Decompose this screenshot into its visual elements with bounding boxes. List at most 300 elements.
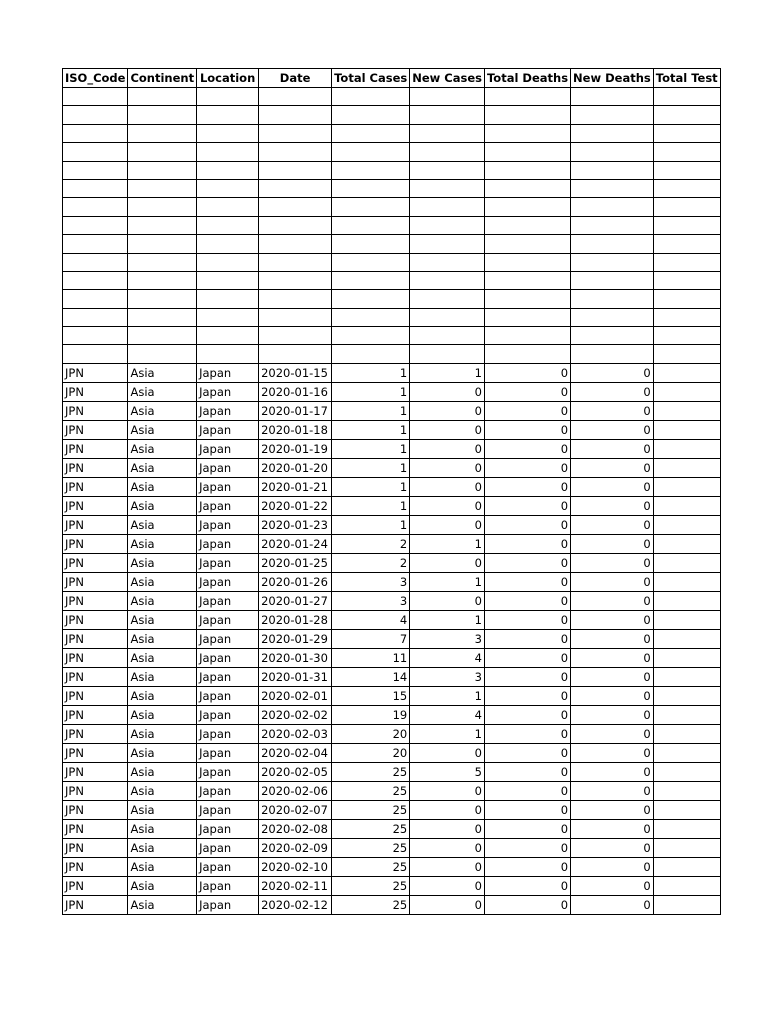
table-row — [63, 686, 721, 705]
table-cell — [571, 290, 654, 308]
table-cell — [410, 327, 485, 345]
table-cell — [653, 327, 720, 345]
table-cell-total-deaths: 0 — [484, 420, 570, 439]
table-cell-total-test — [653, 762, 720, 781]
table-cell-new-cases: 0 — [410, 838, 485, 857]
table-cell-iso-code: JPN — [63, 477, 128, 496]
table-row — [63, 819, 721, 838]
table-cell-total-deaths: 0 — [484, 686, 570, 705]
table-cell-location: Japan — [197, 762, 259, 781]
table-cell-total-test — [653, 515, 720, 534]
table-cell-new-cases: 1 — [410, 534, 485, 553]
table-cell-location: Japan — [197, 895, 259, 914]
table-cell-new-deaths: 0 — [571, 743, 654, 762]
table-cell — [128, 216, 197, 234]
table-cell-continent: Asia — [128, 629, 197, 648]
table-cell-date: 2020-01-17 — [259, 401, 332, 420]
table-cell-total-deaths: 0 — [484, 610, 570, 629]
table-cell-date: 2020-02-08 — [259, 819, 332, 838]
table-cell-iso-code: JPN — [63, 705, 128, 724]
table-cell — [259, 106, 332, 124]
table-cell — [571, 308, 654, 326]
table-cell-total-test — [653, 743, 720, 762]
table-row — [63, 876, 721, 895]
data-table — [62, 68, 721, 915]
table-row — [63, 705, 721, 724]
table-cell — [128, 308, 197, 326]
table-cell — [332, 216, 410, 234]
table-cell-new-cases: 0 — [410, 895, 485, 914]
table-cell-total-deaths: 0 — [484, 876, 570, 895]
table-cell — [259, 345, 332, 363]
table-cell-total-test — [653, 610, 720, 629]
table-cell-total-deaths: 0 — [484, 800, 570, 819]
table-cell-date: 2020-01-19 — [259, 439, 332, 458]
table-cell — [571, 271, 654, 289]
table-cell-total-cases: 25 — [332, 857, 410, 876]
table-cell-location: Japan — [197, 458, 259, 477]
table-cell-location: Japan — [197, 420, 259, 439]
table-cell-location: Japan — [197, 515, 259, 534]
table-cell-continent: Asia — [128, 382, 197, 401]
table-cell — [332, 327, 410, 345]
table-cell — [653, 88, 720, 106]
table-cell-total-deaths: 0 — [484, 515, 570, 534]
table-cell — [571, 327, 654, 345]
table-row — [63, 534, 721, 553]
table-cell-iso-code: JPN — [63, 572, 128, 591]
table-row — [63, 895, 721, 914]
table-cell — [332, 198, 410, 216]
table-cell — [484, 216, 570, 234]
table-cell-new-cases: 0 — [410, 857, 485, 876]
table-cell-total-test — [653, 458, 720, 477]
table-cell — [259, 290, 332, 308]
table-cell-continent: Asia — [128, 477, 197, 496]
table-cell-new-deaths: 0 — [571, 534, 654, 553]
table-cell — [571, 345, 654, 363]
table-cell — [410, 198, 485, 216]
table-cell-total-cases: 4 — [332, 610, 410, 629]
table-cell-date: 2020-01-15 — [259, 363, 332, 382]
table-cell — [259, 235, 332, 253]
table-cell-new-deaths: 0 — [571, 762, 654, 781]
table-cell-total-test — [653, 876, 720, 895]
table-cell-location: Japan — [197, 743, 259, 762]
table-cell-total-deaths: 0 — [484, 591, 570, 610]
table-row — [63, 553, 721, 572]
table-cell-location: Japan — [197, 363, 259, 382]
empty-row — [63, 124, 721, 142]
table-cell-total-cases: 25 — [332, 819, 410, 838]
empty-row — [63, 253, 721, 271]
table-cell-continent: Asia — [128, 781, 197, 800]
table-cell-total-test — [653, 401, 720, 420]
table-cell-total-cases: 1 — [332, 439, 410, 458]
table-cell — [332, 143, 410, 161]
table-cell-location: Japan — [197, 439, 259, 458]
table-cell-date: 2020-01-30 — [259, 648, 332, 667]
table-cell — [197, 124, 259, 142]
table-cell-new-cases: 4 — [410, 705, 485, 724]
table-cell — [197, 106, 259, 124]
table-cell-location: Japan — [197, 857, 259, 876]
table-cell — [571, 216, 654, 234]
table-cell-continent: Asia — [128, 572, 197, 591]
table-cell — [571, 143, 654, 161]
table-cell-date: 2020-02-02 — [259, 705, 332, 724]
table-cell — [259, 161, 332, 179]
table-cell-new-deaths: 0 — [571, 496, 654, 515]
table-cell-date: 2020-01-28 — [259, 610, 332, 629]
table-cell-total-deaths: 0 — [484, 629, 570, 648]
table-cell-total-deaths: 0 — [484, 857, 570, 876]
table-cell-total-test — [653, 629, 720, 648]
table-cell-total-deaths: 0 — [484, 363, 570, 382]
table-cell — [197, 253, 259, 271]
table-cell-new-deaths: 0 — [571, 857, 654, 876]
table-row — [63, 458, 721, 477]
table-cell-total-deaths: 0 — [484, 458, 570, 477]
table-cell-total-test — [653, 363, 720, 382]
table-cell-continent: Asia — [128, 610, 197, 629]
table-cell-continent: Asia — [128, 496, 197, 515]
table-cell — [653, 290, 720, 308]
table-cell-new-cases: 0 — [410, 439, 485, 458]
table-cell-total-test — [653, 496, 720, 515]
table-cell — [197, 198, 259, 216]
table-cell — [653, 216, 720, 234]
table-cell — [332, 290, 410, 308]
table-cell — [410, 308, 485, 326]
table-cell — [128, 345, 197, 363]
table-cell — [128, 271, 197, 289]
table-cell-iso-code: JPN — [63, 800, 128, 819]
table-cell-iso-code: JPN — [63, 553, 128, 572]
table-cell-new-deaths: 0 — [571, 401, 654, 420]
table-cell — [410, 179, 485, 197]
table-cell-new-deaths: 0 — [571, 705, 654, 724]
table-cell — [571, 235, 654, 253]
table-cell-iso-code: JPN — [63, 876, 128, 895]
table-cell-continent: Asia — [128, 648, 197, 667]
table-row — [63, 477, 721, 496]
table-row — [63, 572, 721, 591]
table-cell — [484, 198, 570, 216]
table-cell-total-test — [653, 534, 720, 553]
table-cell — [410, 271, 485, 289]
table-cell-date: 2020-02-04 — [259, 743, 332, 762]
table-cell-total-test — [653, 724, 720, 743]
empty-row — [63, 143, 721, 161]
table-cell-date: 2020-02-07 — [259, 800, 332, 819]
table-cell-total-cases: 3 — [332, 591, 410, 610]
table-cell — [410, 290, 485, 308]
table-cell — [63, 290, 128, 308]
table-cell-continent: Asia — [128, 838, 197, 857]
table-cell-iso-code: JPN — [63, 762, 128, 781]
table-cell — [484, 124, 570, 142]
table-cell — [653, 271, 720, 289]
table-cell-total-cases: 1 — [332, 515, 410, 534]
table-cell — [63, 198, 128, 216]
table-cell-location: Japan — [197, 667, 259, 686]
table-cell-total-test — [653, 895, 720, 914]
table-cell-new-deaths: 0 — [571, 648, 654, 667]
table-cell — [63, 143, 128, 161]
table-row — [63, 781, 721, 800]
table-cell-location: Japan — [197, 496, 259, 515]
table-row — [63, 496, 721, 515]
table-body — [63, 88, 721, 915]
table-cell-total-cases: 1 — [332, 401, 410, 420]
table-cell-total-deaths: 0 — [484, 439, 570, 458]
table-cell-total-cases: 2 — [332, 534, 410, 553]
table-cell-continent: Asia — [128, 724, 197, 743]
table-cell-total-test — [653, 838, 720, 857]
table-cell-date: 2020-02-01 — [259, 686, 332, 705]
table-cell — [571, 253, 654, 271]
table-cell — [410, 235, 485, 253]
table-cell — [197, 345, 259, 363]
table-cell-iso-code: JPN — [63, 629, 128, 648]
table-cell-location: Japan — [197, 477, 259, 496]
table-cell — [63, 345, 128, 363]
table-cell — [197, 327, 259, 345]
table-cell-new-cases: 0 — [410, 781, 485, 800]
table-cell-continent: Asia — [128, 762, 197, 781]
table-cell — [128, 327, 197, 345]
table-cell-total-test — [653, 439, 720, 458]
column-header-total-deaths: Total Deaths — [484, 69, 570, 88]
table-cell — [571, 179, 654, 197]
table-cell-new-cases: 0 — [410, 515, 485, 534]
table-cell-location: Japan — [197, 705, 259, 724]
table-cell — [653, 308, 720, 326]
table-cell — [259, 327, 332, 345]
table-cell-date: 2020-01-21 — [259, 477, 332, 496]
empty-row — [63, 235, 721, 253]
table-cell-total-cases: 25 — [332, 895, 410, 914]
table-cell-new-deaths: 0 — [571, 439, 654, 458]
table-cell-continent: Asia — [128, 895, 197, 914]
table-cell-date: 2020-02-06 — [259, 781, 332, 800]
table-row — [63, 363, 721, 382]
table-row — [63, 401, 721, 420]
table-cell — [63, 124, 128, 142]
table-cell — [63, 88, 128, 106]
table-cell-total-deaths: 0 — [484, 838, 570, 857]
table-cell-total-cases: 25 — [332, 800, 410, 819]
table-cell-continent: Asia — [128, 743, 197, 762]
table-cell-iso-code: JPN — [63, 496, 128, 515]
table-cell — [197, 216, 259, 234]
table-cell-total-deaths: 0 — [484, 477, 570, 496]
table-cell-new-cases: 0 — [410, 496, 485, 515]
table-cell — [197, 161, 259, 179]
table-row — [63, 382, 721, 401]
table-cell-total-test — [653, 667, 720, 686]
table-cell — [128, 161, 197, 179]
table-cell-total-cases: 25 — [332, 876, 410, 895]
table-cell-total-deaths: 0 — [484, 895, 570, 914]
table-cell-new-deaths: 0 — [571, 819, 654, 838]
table-cell-iso-code: JPN — [63, 363, 128, 382]
table-cell-new-cases: 3 — [410, 629, 485, 648]
column-header-total-test: Total Test — [653, 69, 720, 88]
table-cell-total-test — [653, 553, 720, 572]
table-cell-iso-code: JPN — [63, 591, 128, 610]
table-cell — [653, 161, 720, 179]
table-cell-date: 2020-02-12 — [259, 895, 332, 914]
table-cell-location: Japan — [197, 610, 259, 629]
table-cell-total-cases: 1 — [332, 458, 410, 477]
table-cell-date: 2020-01-20 — [259, 458, 332, 477]
table-cell — [259, 216, 332, 234]
table-cell — [410, 345, 485, 363]
table-cell — [332, 345, 410, 363]
empty-row — [63, 308, 721, 326]
table-cell-date: 2020-02-03 — [259, 724, 332, 743]
table-cell-total-deaths: 0 — [484, 572, 570, 591]
table-cell-total-deaths: 0 — [484, 401, 570, 420]
table-cell-total-deaths: 0 — [484, 781, 570, 800]
table-cell-total-test — [653, 800, 720, 819]
table-cell-total-deaths: 0 — [484, 382, 570, 401]
table-cell-total-test — [653, 420, 720, 439]
table-cell — [653, 198, 720, 216]
table-cell — [332, 106, 410, 124]
table-cell-iso-code: JPN — [63, 439, 128, 458]
table-cell — [63, 253, 128, 271]
empty-row — [63, 345, 721, 363]
table-cell — [197, 88, 259, 106]
table-cell-total-cases: 7 — [332, 629, 410, 648]
table-cell — [484, 179, 570, 197]
table-cell — [571, 88, 654, 106]
table-cell-new-deaths: 0 — [571, 420, 654, 439]
table-cell-new-cases: 0 — [410, 553, 485, 572]
table-cell-new-deaths: 0 — [571, 458, 654, 477]
table-cell — [484, 308, 570, 326]
table-cell — [410, 106, 485, 124]
table-cell — [63, 161, 128, 179]
table-cell-date: 2020-01-31 — [259, 667, 332, 686]
table-cell-total-deaths: 0 — [484, 496, 570, 515]
table-cell-date: 2020-01-25 — [259, 553, 332, 572]
table-cell-total-deaths: 0 — [484, 648, 570, 667]
table-cell — [63, 235, 128, 253]
table-cell-iso-code: JPN — [63, 857, 128, 876]
empty-row — [63, 179, 721, 197]
table-cell — [484, 106, 570, 124]
table-cell-total-cases: 20 — [332, 724, 410, 743]
table-cell — [653, 106, 720, 124]
table-cell — [571, 124, 654, 142]
table-cell-iso-code: JPN — [63, 648, 128, 667]
table-cell — [410, 143, 485, 161]
table-cell — [410, 253, 485, 271]
table-cell-total-cases: 14 — [332, 667, 410, 686]
column-header-new-cases: New Cases — [410, 69, 485, 88]
table-cell — [63, 271, 128, 289]
table-cell — [128, 198, 197, 216]
table-row — [63, 724, 721, 743]
table-cell — [571, 106, 654, 124]
table-cell-iso-code: JPN — [63, 895, 128, 914]
table-cell-iso-code: JPN — [63, 667, 128, 686]
table-cell-continent: Asia — [128, 591, 197, 610]
table-cell-new-cases: 5 — [410, 762, 485, 781]
table-cell — [653, 253, 720, 271]
table-cell-new-cases: 0 — [410, 819, 485, 838]
table-cell-date: 2020-01-27 — [259, 591, 332, 610]
table-cell-date: 2020-01-26 — [259, 572, 332, 591]
table-cell-total-test — [653, 648, 720, 667]
table-cell — [197, 179, 259, 197]
table-cell-location: Japan — [197, 382, 259, 401]
table-cell — [332, 271, 410, 289]
table-row — [63, 420, 721, 439]
table-cell-total-deaths: 0 — [484, 705, 570, 724]
table-cell-iso-code: JPN — [63, 420, 128, 439]
table-cell-continent: Asia — [128, 515, 197, 534]
table-cell-new-cases: 1 — [410, 610, 485, 629]
table-cell — [259, 143, 332, 161]
table-cell-continent: Asia — [128, 667, 197, 686]
table-cell-total-cases: 25 — [332, 838, 410, 857]
table-cell-new-deaths: 0 — [571, 572, 654, 591]
table-cell — [332, 235, 410, 253]
table-cell-location: Japan — [197, 876, 259, 895]
table-cell — [410, 216, 485, 234]
table-cell-new-cases: 1 — [410, 363, 485, 382]
table-cell-new-cases: 0 — [410, 458, 485, 477]
empty-row — [63, 290, 721, 308]
table-cell — [653, 345, 720, 363]
table-cell-location: Japan — [197, 648, 259, 667]
table-cell-new-deaths: 0 — [571, 838, 654, 857]
table-cell — [128, 253, 197, 271]
table-cell — [484, 290, 570, 308]
table-cell-continent: Asia — [128, 553, 197, 572]
table-cell-date: 2020-01-18 — [259, 420, 332, 439]
empty-row — [63, 216, 721, 234]
table-cell-continent: Asia — [128, 819, 197, 838]
table-cell-continent: Asia — [128, 420, 197, 439]
table-cell-total-deaths: 0 — [484, 724, 570, 743]
table-cell — [63, 216, 128, 234]
table-cell-date: 2020-02-10 — [259, 857, 332, 876]
table-cell-new-deaths: 0 — [571, 591, 654, 610]
table-cell-continent: Asia — [128, 363, 197, 382]
table-cell — [653, 235, 720, 253]
table-cell-total-cases: 25 — [332, 781, 410, 800]
table-cell-location: Japan — [197, 838, 259, 857]
table-cell — [410, 124, 485, 142]
table-cell-location: Japan — [197, 800, 259, 819]
table-row — [63, 743, 721, 762]
table-cell-iso-code: JPN — [63, 401, 128, 420]
table-cell — [484, 235, 570, 253]
table-cell-location: Japan — [197, 686, 259, 705]
table-cell-continent: Asia — [128, 534, 197, 553]
table-cell-new-deaths: 0 — [571, 363, 654, 382]
table-row — [63, 800, 721, 819]
empty-row — [63, 161, 721, 179]
table-cell-new-cases: 3 — [410, 667, 485, 686]
empty-row — [63, 106, 721, 124]
